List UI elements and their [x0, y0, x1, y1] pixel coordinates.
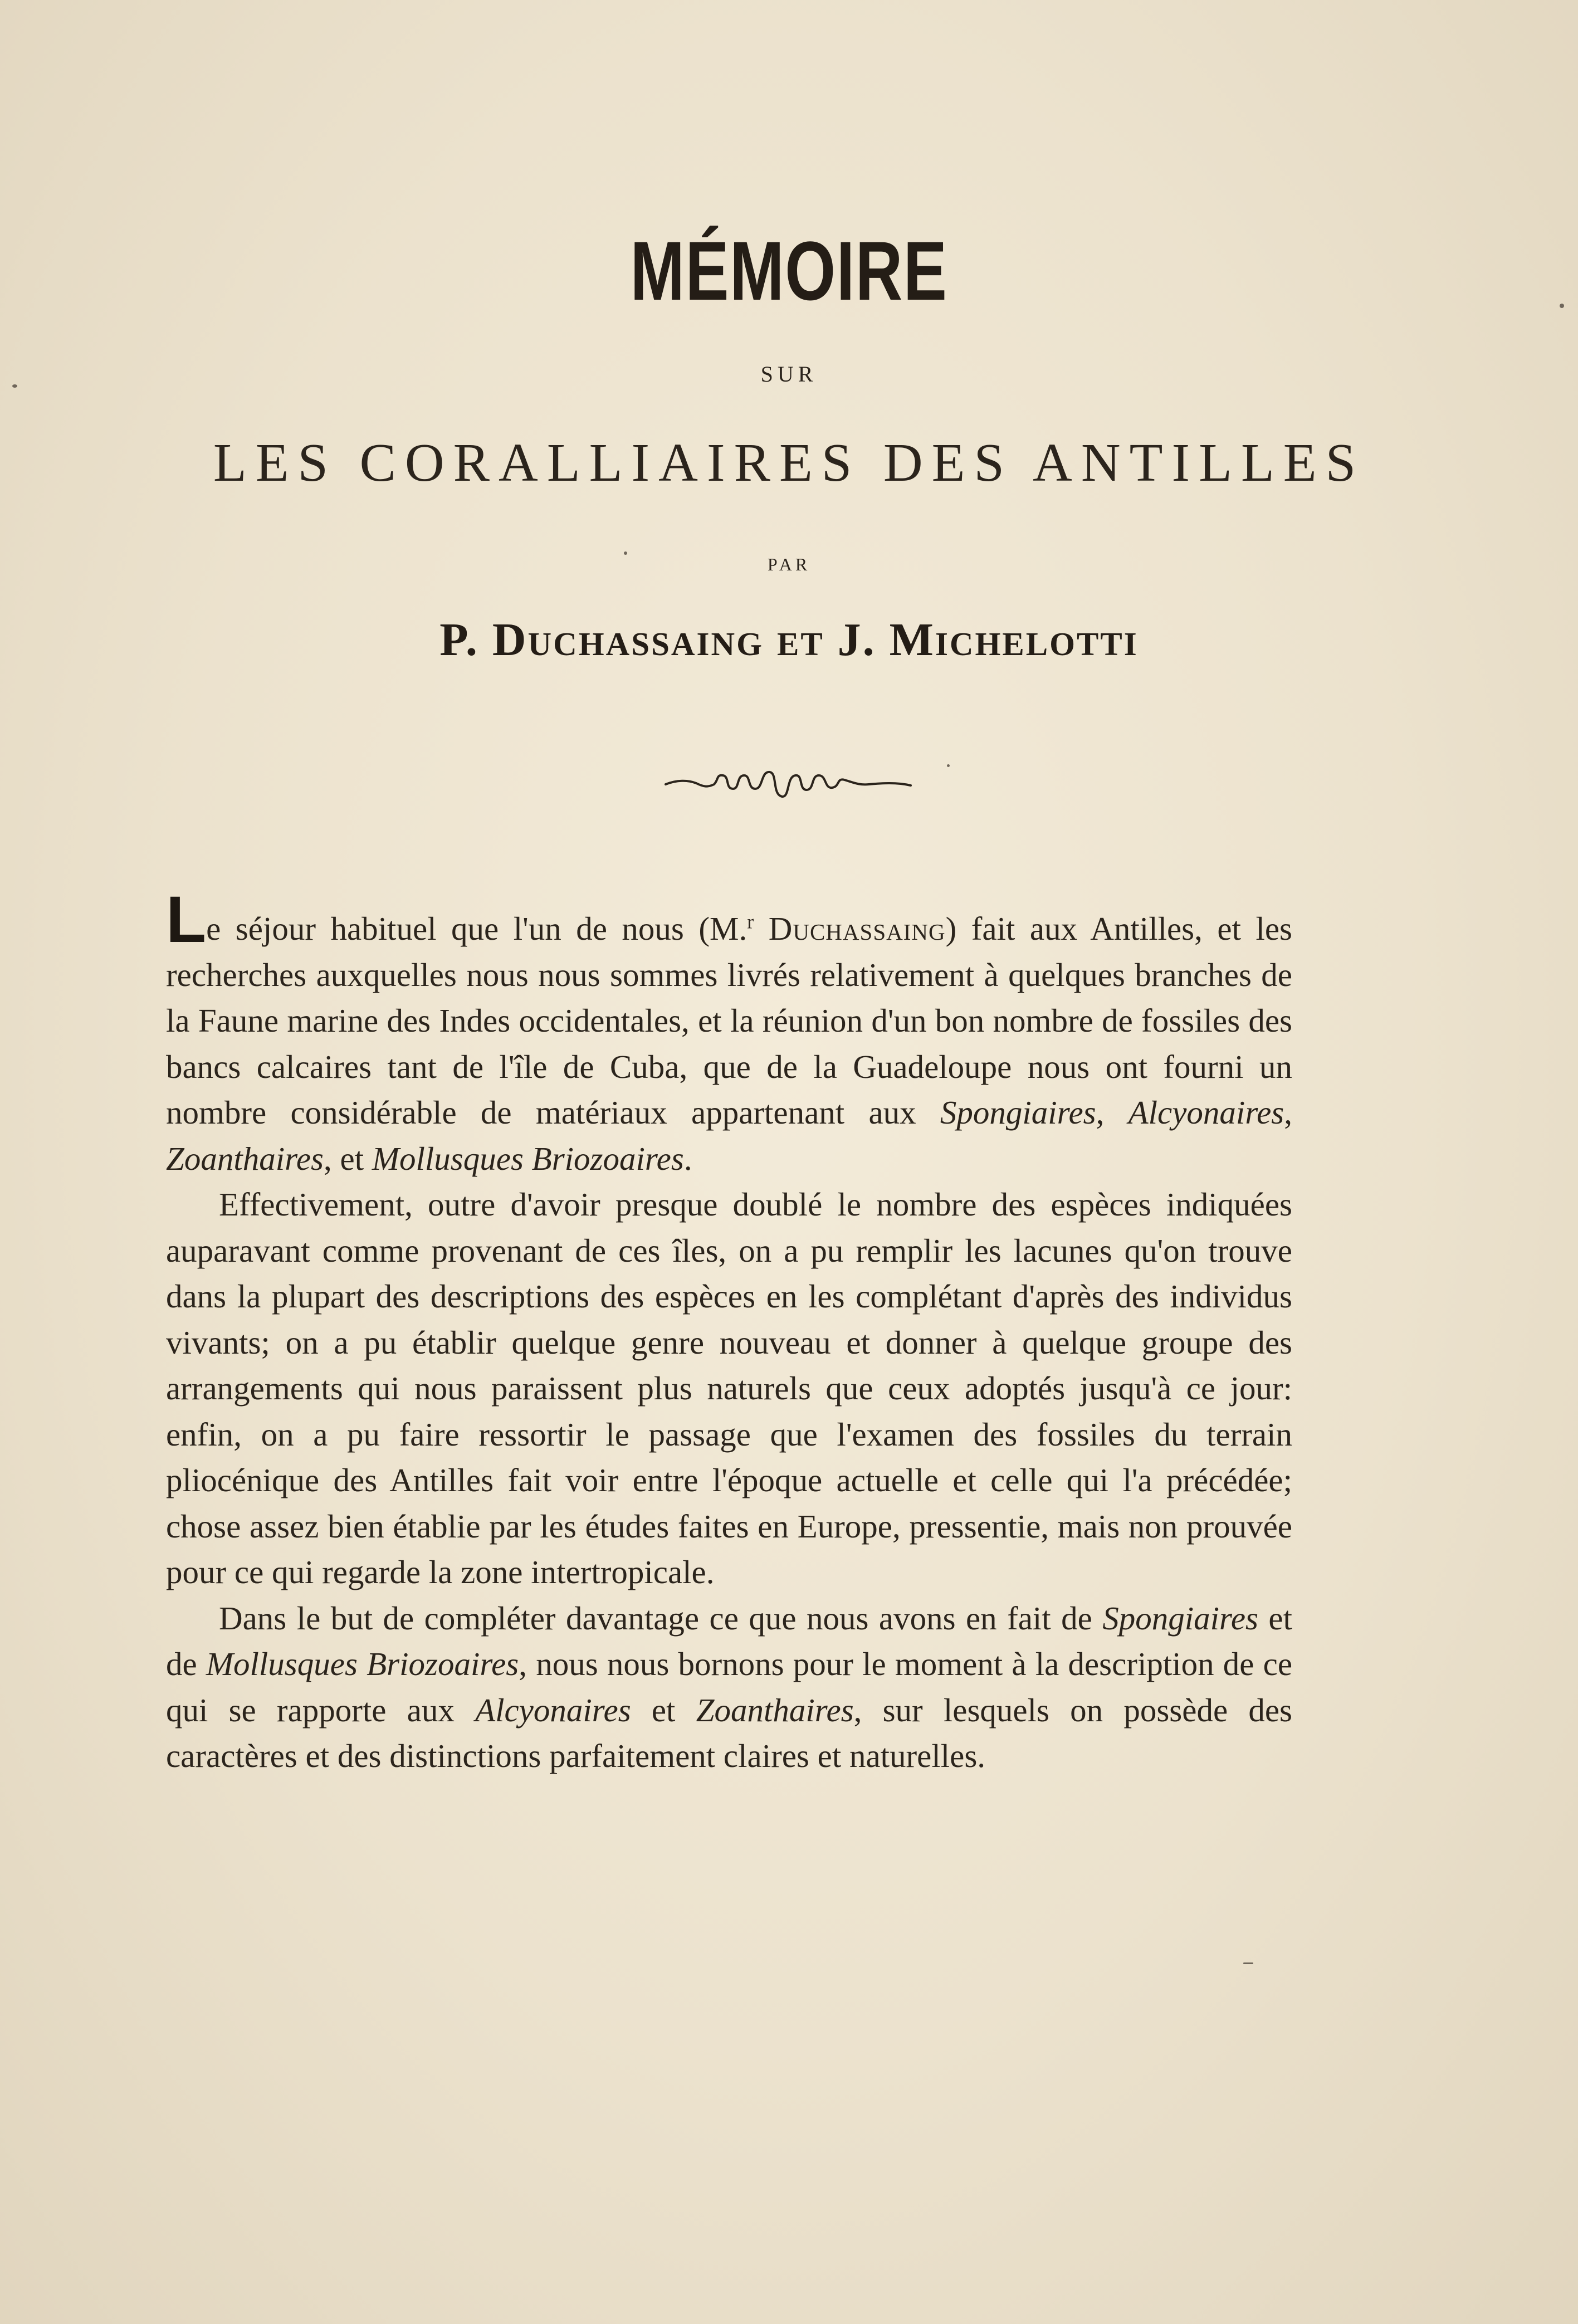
- scroll-ornament-icon: [663, 763, 913, 802]
- p1-sep-3: , et: [324, 1140, 372, 1177]
- par-label: PAR: [767, 554, 811, 574]
- p3-text-4: et: [631, 1691, 696, 1729]
- paper-speck: [624, 551, 627, 555]
- p3-italic-mollusques: Mollusques Briozoaires: [206, 1646, 519, 1682]
- p3-text-3: , nous nous bornons pour le moment à la description de ce qui se rapporte aux: [166, 1646, 1293, 1729]
- p1-text-2: [754, 910, 769, 947]
- paragraph-2: Effectivement, outre d'avoir presque doublé le nombre des espèces indiquées auparavant comme provenant de ces îles, on a pu remplir les lacunes qu'on trouve dans la plupart des descriptions des espèces en les complétant d'après des individus vivants; on a pu établir quelque genre nouveau et donner à quelque groupe des arrangements qui nous paraissent plus naturels que ceux adoptés jusqu'à ce jour: enfin, on a pu faire ressortir le passage que l'examen des fossiles du terrain pliocénique des Antilles fait voir entre l'époque actuelle et celle qui l'a précédée; chose assez bien établie par les études faites en Europe, pressentie, mais non prouvée pour ce qui regarde la zone intertropicale.: [166, 1186, 1292, 1590]
- p3-italic-zoanthaires: Zoanthaires: [696, 1691, 854, 1729]
- paper-speck: [1243, 1962, 1253, 1964]
- p1-superscript: r: [747, 910, 754, 933]
- p1-italic-spongiaires: Spongiaires: [940, 1094, 1096, 1131]
- p3-text-1: Dans le but de compléter davantage ce que nous avons en fait de: [219, 1599, 1103, 1637]
- p1-author-name: Duchassaing: [768, 910, 946, 947]
- paper-speck: [947, 764, 950, 767]
- p1-sep-4: .: [683, 1140, 692, 1177]
- memoir-subtitle: LES CORALLIAIRES DES ANTILLES: [213, 433, 1365, 493]
- p3-italic-alcyonaires: Alcyonaires: [475, 1691, 631, 1729]
- p1-text-1: e séjour habituel que l'un de nous (M.: [206, 910, 748, 947]
- memoir-title: MÉMOIRE: [630, 224, 948, 318]
- drop-cap: L: [166, 883, 207, 956]
- p1-italic-zoanthaires: Zoanthaires: [166, 1140, 324, 1177]
- paper-speck: [12, 384, 17, 388]
- p1-text-3: ) fait aux Antilles, et les recherches auxquelles nous nous sommes livrés relativement à quelques branches de la Faune marine des Indes occidentales, et la réunion d'un bon nombre de fossiles des bancs calcaires tant de l'île de Cuba, que de la Guadeloupe nous ont fourni un nombre considérable de matériaux appartenant aux: [166, 910, 1292, 1131]
- p1-italic-alcyonaires: Alcyonaires: [1128, 1094, 1284, 1131]
- p1-italic-mollusques: Mollusques Briozoaires: [372, 1140, 684, 1177]
- p3-text-5: , sur lesquels on possède des caractères et des distinctions parfaitement claires et naturelles.: [166, 1691, 1292, 1774]
- authors-line: P. Duchassaing et J. Michelotti: [439, 614, 1139, 666]
- body-text: [166, 883, 1293, 1779]
- paragraph-3: [166, 1595, 1292, 1779]
- p1-sep-1: ,: [1096, 1094, 1128, 1131]
- p3-italic-spongiaires: Spongiaires: [1102, 1599, 1258, 1637]
- p1-sep-2: ,: [1284, 1094, 1292, 1131]
- paragraph-1: [166, 883, 1292, 1181]
- sur-label: SUR: [760, 362, 818, 387]
- paper-speck: [1560, 304, 1564, 308]
- p3-text-2: et de: [166, 1599, 1292, 1682]
